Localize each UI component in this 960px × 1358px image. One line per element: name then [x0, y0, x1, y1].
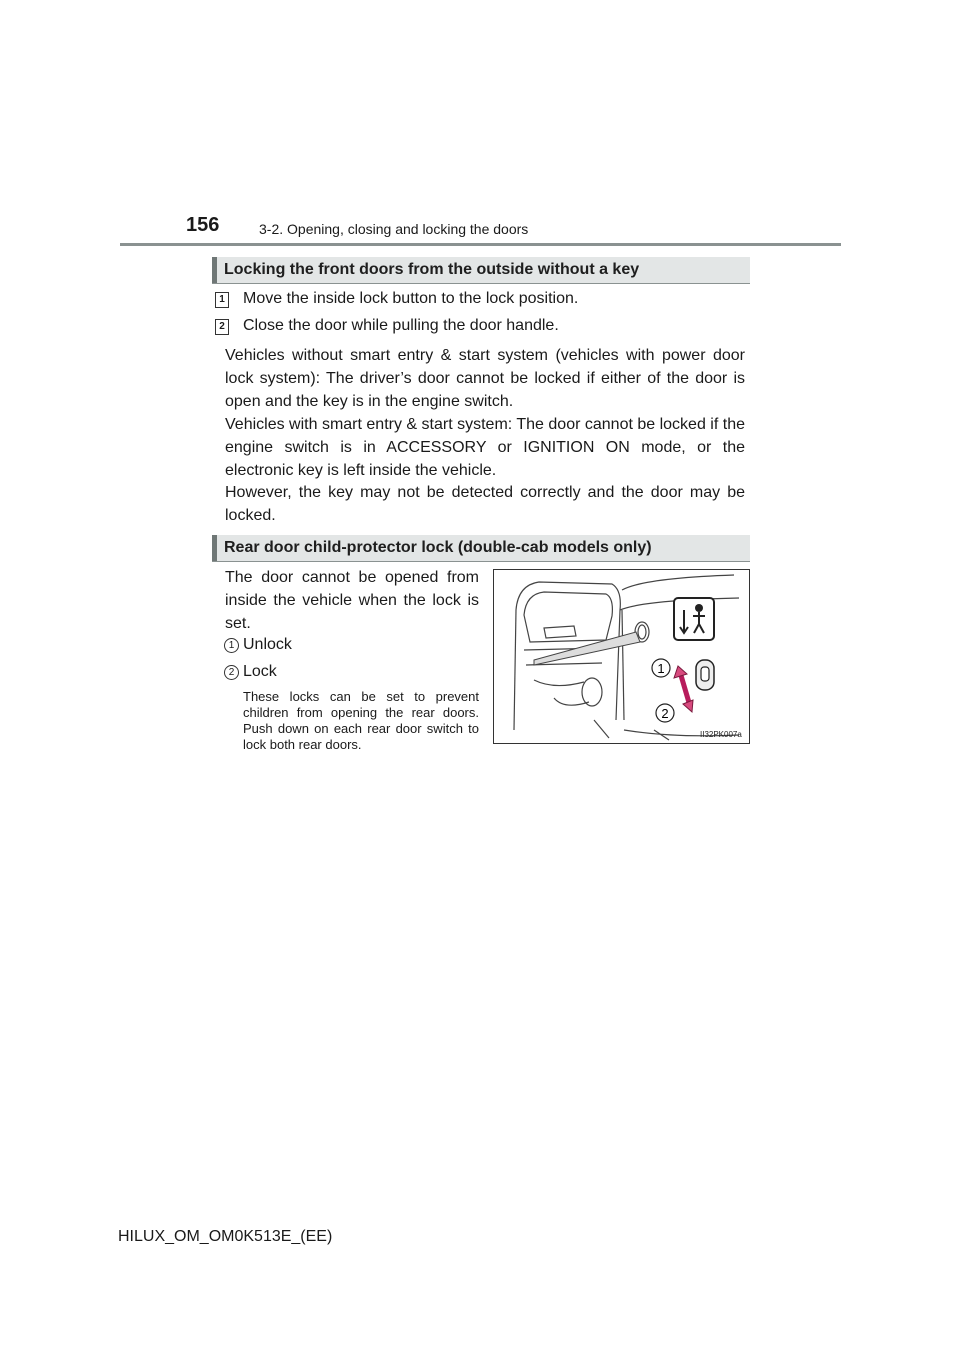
section-stripe	[212, 257, 217, 283]
child-lock-note: These locks can be set to prevent children from opening the rear doors. Push down on each rear door switch to lock both rear doors.	[243, 689, 479, 752]
step-text-2: Close the door while pulling the door handle.	[243, 317, 559, 334]
figure-label-2	[656, 704, 674, 722]
document-code: HILUX_OM_OM0K513E_(EE)	[118, 1228, 333, 1245]
paragraph-child-lock-intro: The door cannot be opened from inside the vehicle when the lock is set.	[225, 569, 479, 632]
paragraph-smart-entry: Vehicles with smart entry & start system: The door cannot be locked if the engine switch is in ACCESSORY or IGNITION ON mode, or the electronic key is left inside the vehicle.	[225, 416, 745, 479]
item-number-1: 1	[224, 638, 239, 653]
section-heading-child-lock	[212, 535, 750, 562]
section-stripe	[212, 535, 217, 561]
figure-code: II32PK007a	[700, 730, 742, 739]
section-heading-front-doors	[212, 257, 750, 284]
item-text-unlock: Unlock	[243, 636, 292, 653]
item-text-lock: Lock	[243, 663, 277, 680]
paragraph-no-smart-entry: Vehicles without smart entry & start system (vehicles with power door lock system): The driver’s door cannot be locked if either of the door is open and the key is in the engine switch.	[225, 347, 745, 410]
paragraph-detection-note: However, the key may not be detected correctly and the door may be locked.	[225, 484, 745, 524]
step-text-1: Move the inside lock button to the lock position.	[243, 290, 579, 307]
chapter-title: 3-2. Opening, closing and locking the doors	[259, 221, 529, 237]
header-rule	[120, 243, 841, 246]
step-number-2: 2	[215, 319, 229, 335]
double-arrow-icon	[674, 666, 693, 712]
svg-text:2: 2	[661, 706, 669, 721]
door-illustration-drawing	[494, 570, 749, 743]
child-lock-icon	[674, 598, 714, 640]
child-lock-illustration	[493, 569, 750, 744]
figure-label-1	[652, 659, 670, 677]
step-number-1: 1	[215, 292, 229, 308]
section-title: Locking the front doors from the outside without a key	[224, 261, 640, 278]
section-title: Rear door child-protector lock (double-cab models only)	[224, 539, 652, 556]
child-lock-switch	[696, 660, 714, 690]
page-number: 156	[186, 214, 220, 236]
item-number-2: 2	[224, 665, 239, 680]
svg-text:1: 1	[657, 661, 665, 676]
